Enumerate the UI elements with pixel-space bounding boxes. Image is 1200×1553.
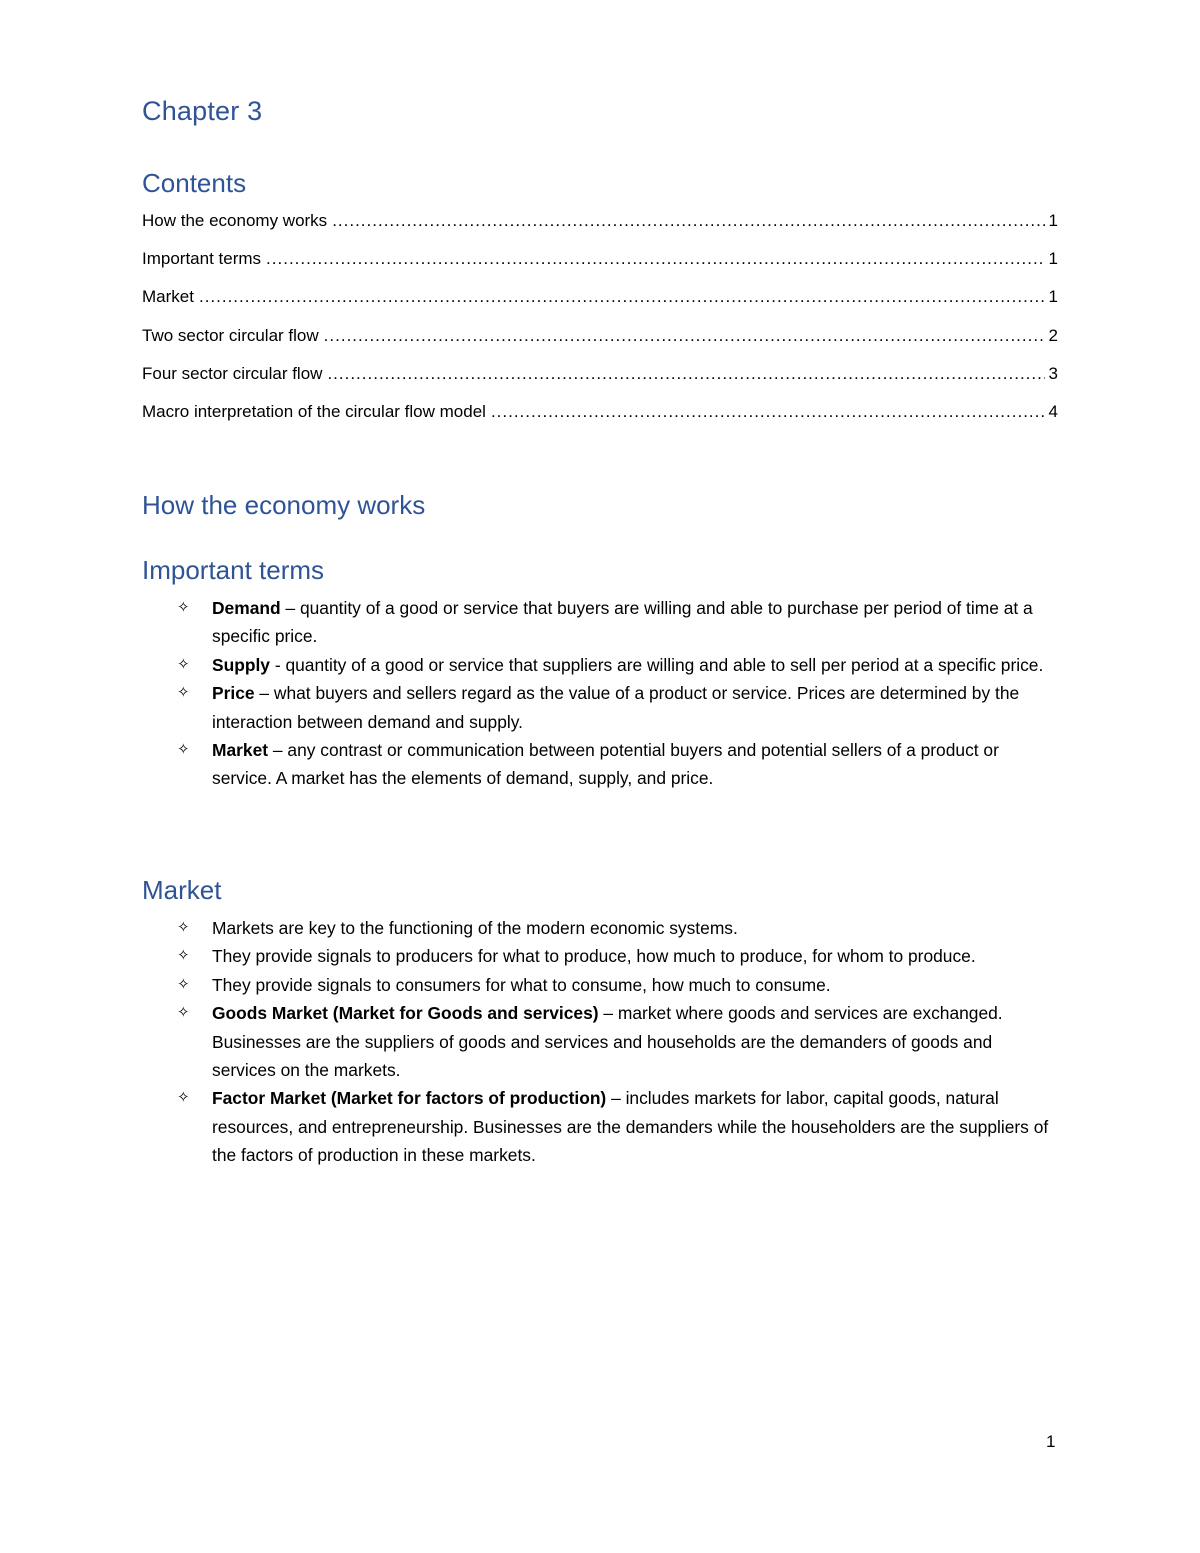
toc-entry-macro-interpretation[interactable] [142,400,1058,438]
toc-entry-page: 3 [1048,363,1058,383]
four-diamond-star-icon: ✧ [177,975,190,993]
toc-entry-text: How the economy works [142,211,328,230]
important-terms-list [142,594,1058,793]
toc-entry-market[interactable] [142,285,1058,323]
toc-entry-four-sector-circular-flow[interactable] [142,362,1058,400]
four-diamond-star-icon: ✧ [177,1089,190,1107]
list-item [142,914,1058,942]
list-item [142,1084,1058,1169]
bullet-text: They provide signals to consumers for what to consume, how much to consume. [212,974,831,995]
toc-entry-two-sector-circular-flow[interactable] [142,324,1058,362]
four-diamond-star-icon: ✧ [177,655,190,673]
toc-entry-how-the-economy-works[interactable] [142,209,1058,247]
list-item [142,651,1058,679]
four-diamond-star-icon: ✧ [177,1004,190,1022]
list-item [142,942,1058,970]
toc-entry-text: Four sector circular flow [142,363,323,383]
four-diamond-star-icon: ✧ [177,919,190,936]
list-item [142,999,1058,1084]
term-definition: – market where goods and services are exchanged. Businesses are the suppliers of goods and services and households are the demanders of goods and services on the markets. [212,1003,1003,1081]
list-item [142,971,1058,999]
toc-entry-important-terms[interactable] [142,247,1058,285]
term-label: Price [212,683,255,704]
toc-entry-page: 4 [1048,401,1058,421]
toc-entry-text: Macro interpretation of the circular flow model [142,401,486,421]
term-definition: – quantity of a good or service that buyers are willing and able to purchase per period of time at a specific price. [212,598,1033,647]
toc-leader-dots [332,209,1044,233]
page-number: 1 [1046,1432,1056,1451]
term-definition: – includes markets for labor, capital goods, natural resources, and entrepreneurship. Businesses are the demanders while the householders are the suppliers of the factors of production in these markets. [212,1088,1049,1166]
toc-entry-text: Important terms [142,249,262,269]
four-diamond-star-icon: ✧ [177,947,190,965]
term-label: Goods Market (Market for Goods and services) [212,1003,599,1024]
term-label: Market [212,740,269,761]
bullet-text: Markets are key to the functioning of the modern economic systems. [212,918,738,938]
bullet-text: They provide signals to producers for what to produce, how much to produce, for whom to produce. [212,946,976,967]
toc-leader-dots [327,362,1044,386]
section-heading-market: Market [142,875,222,905]
four-diamond-star-icon: ✧ [177,599,190,616]
toc-entry-page: 1 [1048,249,1058,269]
market-list [142,914,1058,1170]
four-diamond-star-icon: ✧ [177,684,190,702]
list-item [142,736,1058,793]
toc-entry-page: 1 [1048,211,1058,230]
toc-leader-dots [199,285,1045,309]
term-definition: - quantity of a good or service that suppliers are willing and able to sell per period at a specific price. [269,654,1044,675]
toc-entry-page: 2 [1048,325,1058,345]
toc-leader-dots [266,247,1044,271]
term-label: Supply [212,654,270,675]
toc-entry-page: 1 [1048,287,1058,307]
list-item [142,594,1058,651]
toc-heading: Contents [142,168,247,198]
term-definition: – what buyers and sellers regard as the value of a product or service. Prices are determined by the interaction between demand and supply. [212,683,1020,732]
list-item [142,679,1058,736]
section-heading-important-terms: Important terms [142,555,325,585]
toc-entry-text: Two sector circular flow [142,325,319,345]
four-diamond-star-icon: ✧ [177,741,190,759]
table-of-contents [142,209,1058,438]
term-label: Factor Market (Market for factors of production) [212,1088,607,1109]
term-label: Demand [212,598,281,618]
section-heading-how-the-economy-works: How the economy works [142,490,426,520]
chapter-title: Chapter 3 [142,96,263,126]
toc-leader-dots [491,400,1045,424]
toc-entry-text: Market [142,287,194,307]
toc-leader-dots [324,324,1045,348]
term-definition: – any contrast or communication between potential buyers and potential sellers of a product or service. A market has the elements of demand, supply, and price. [212,740,999,789]
